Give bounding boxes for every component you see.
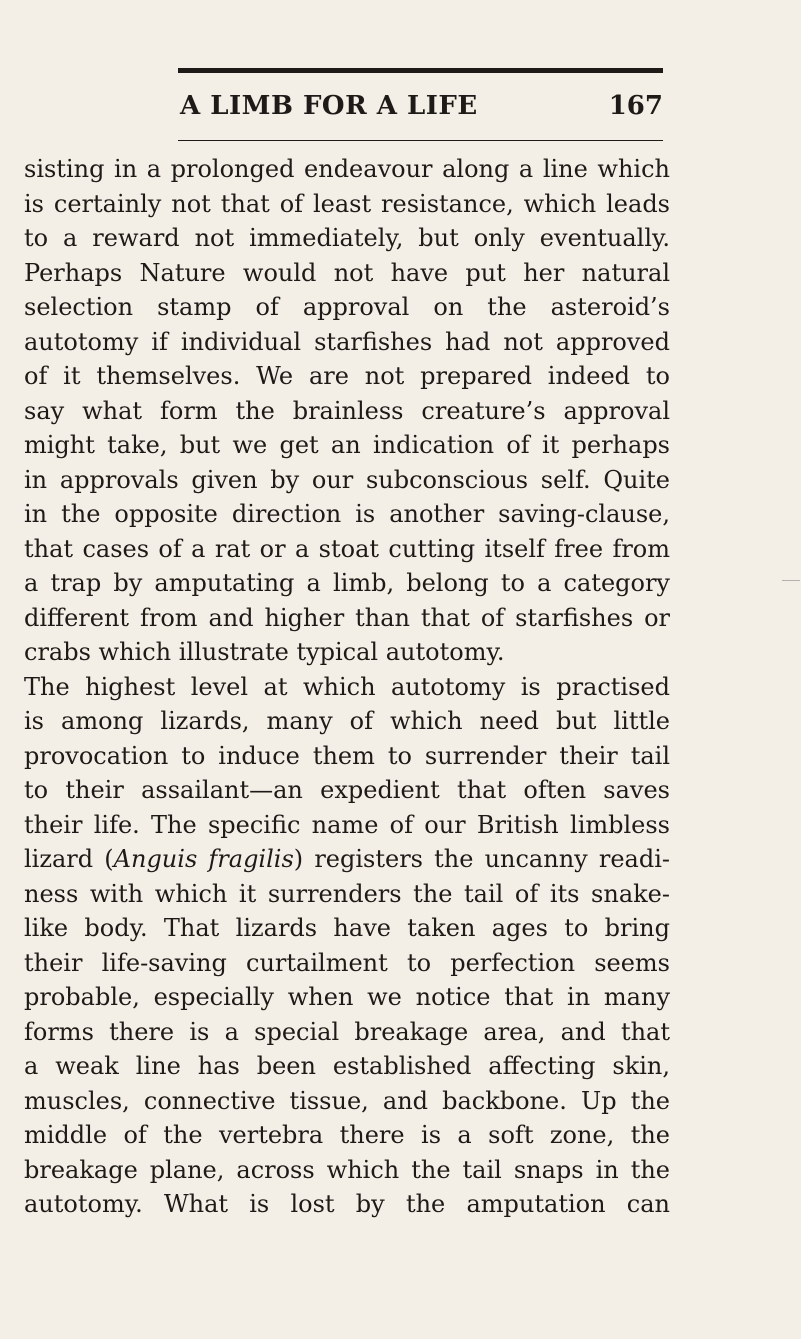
text-line: of it themselves. We are not prepared indeed to — [24, 362, 670, 390]
text-line: that cases of a rat or a stoat cutting itself free from — [24, 534, 670, 563]
text-line: their life. The specific name of our British limbless — [24, 810, 670, 839]
text-line: is among lizards, many of which need but little — [24, 707, 670, 735]
text-line: is certainly not that of least resistance, which leads — [24, 189, 670, 218]
running-header — [160, 84, 663, 128]
text-line: a trap by amputating a limb, belong to a category — [24, 569, 670, 597]
text-line: sisting in a prolonged endeavour along a line which — [24, 155, 670, 183]
text-line: provocation to induce them to surrender their tail — [24, 741, 670, 770]
text-line: probable, especially when we notice that in many — [24, 983, 670, 1011]
text-line: ness with which it surrenders the tail of its snake- — [24, 879, 670, 908]
text-line-mixed — [24, 842, 670, 877]
text-fragment: lizard ( — [24, 845, 114, 873]
text-line: a weak line has been established affecting skin, — [24, 1052, 670, 1080]
text-line: selection stamp of approval on the asteroid’s — [24, 293, 670, 321]
species-name: Anguis fragilis — [113, 845, 294, 873]
running-title: A LIMB FOR A LIFE — [180, 91, 478, 121]
text-line: Perhaps Nature would not have put her natural — [24, 258, 670, 287]
text-line: their life-saving curtailment to perfection seems — [24, 948, 670, 977]
top-rule — [178, 68, 663, 73]
text-line: forms there is a special breakage area, and that — [24, 1017, 670, 1046]
text-line: middle of the vertebra there is a soft zone, the — [24, 1121, 670, 1149]
page-number: 167 — [608, 91, 663, 121]
header-rule — [178, 140, 663, 141]
text-line: to a reward not immediately, but only eventually. — [24, 224, 670, 252]
text-line: in approvals given by our subconscious self. Quite — [24, 465, 670, 494]
text-fragment: ) — [293, 845, 304, 873]
text-line: crabs which illustrate typical autotomy. — [24, 638, 505, 666]
body-text — [24, 152, 670, 1222]
page-mark — [782, 580, 800, 585]
text-fragment: registers the uncanny readi- — [314, 845, 670, 873]
text-line: in the opposite direction is another saving-clause, — [24, 500, 670, 528]
text-line: different from and higher than that of starfishes or — [24, 603, 670, 632]
text-line: like body. That lizards have taken ages to bring — [24, 914, 670, 942]
text-line: say what form the brainless creature’s approval — [24, 396, 670, 425]
text-line: autotomy. What is lost by the amputation can — [24, 1190, 670, 1218]
text-line: breakage plane, across which the tail snaps in the — [24, 1155, 670, 1184]
text-line: to their assailant—an expedient that often saves — [24, 776, 670, 804]
text-line: might take, but we get an indication of it perhaps — [24, 431, 670, 459]
text-line: muscles, connective tissue, and backbone. Up the — [24, 1086, 670, 1115]
text-line: autotomy if individual starfishes had not approved — [24, 327, 670, 356]
text-line: The highest level at which autotomy is practised — [24, 672, 670, 701]
